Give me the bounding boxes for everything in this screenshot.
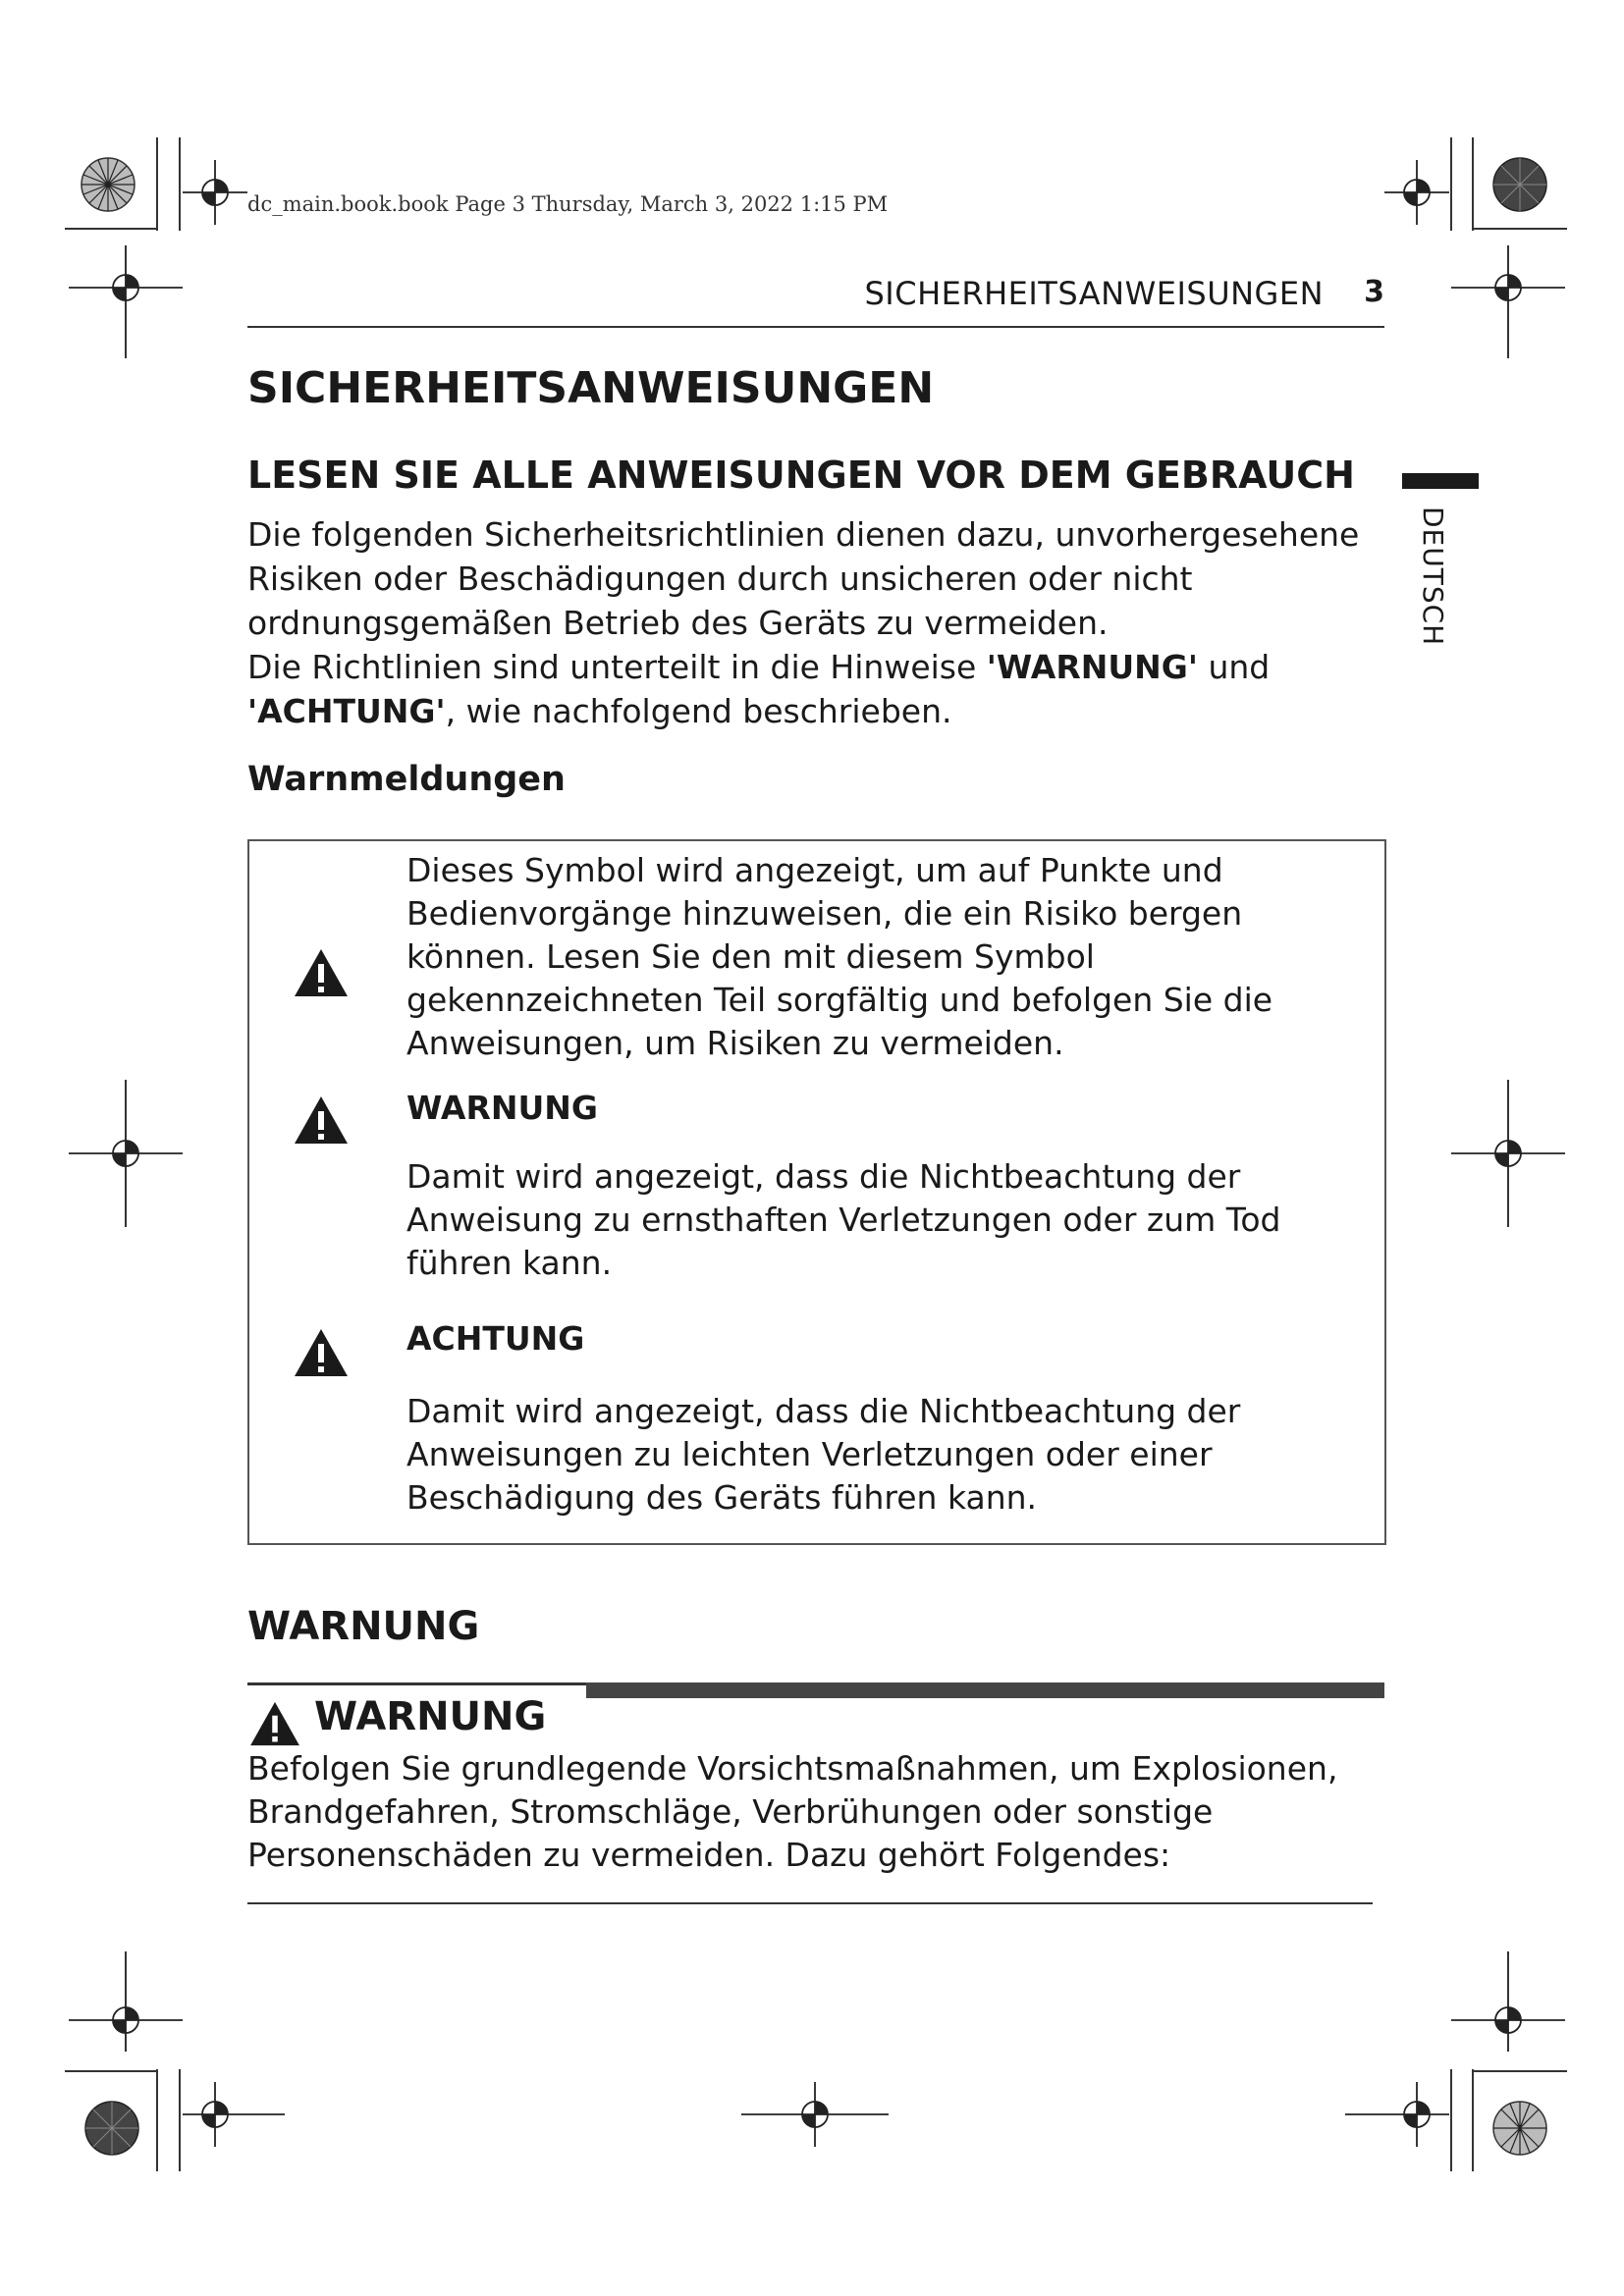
warning-banner-label: WARNUNG	[314, 1694, 547, 1739]
caution-triangle-icon	[293, 1327, 350, 1382]
running-header-title: SICHERHEITSANWEISUNGEN	[864, 275, 1324, 312]
warning-triangle-icon	[247, 1700, 302, 1751]
caution-description: Damit wird angezeigt, dass die Nichtbeachtung der Anweisungen zu leichten Verletzungen oder einer Beschädigung des Geräts führen kann.	[406, 1392, 1241, 1517]
page-number: 3	[1364, 275, 1384, 309]
print-slug: dc_main.book.book Page 3 Thursday, March 3, 2022 1:15 PM	[247, 192, 889, 216]
language-tab-bar	[1402, 473, 1479, 489]
intro-text	[247, 512, 1384, 733]
intro-text-run: , wie nachfolgend beschrieben.	[445, 692, 952, 730]
section-bottom-rule	[247, 1902, 1373, 1904]
running-header	[247, 273, 1384, 328]
warning-messages-box	[247, 839, 1386, 1545]
caution-label: ACHTUNG	[406, 1319, 585, 1358]
banner-thin-rule	[247, 1682, 586, 1685]
intro-paragraph-1: Die folgenden Sicherheitsrichtlinien dienen dazu, unvorhergesehene Risiken oder Beschädigungen durch unsicheren oder nicht ordnungsgemäßen Betrieb des Geräts zu vermeiden.	[247, 515, 1360, 642]
intro-paragraph-2	[247, 645, 1384, 733]
warning-term: 'WARNUNG'	[986, 648, 1198, 686]
intro-text-run: und	[1197, 648, 1271, 686]
language-tab-label: DEUTSCH	[1417, 507, 1449, 647]
section-heading-read: LESEN SIE ALLE ANWEISUNGEN VOR DEM GEBRAUCH	[247, 454, 1355, 497]
warning-body-text: Befolgen Sie grundlegende Vorsichtsmaßnahmen, um Explosionen, Brandgefahren, Stromschläge, Verbrühungen oder sonstige Personenschäden zu vermeiden. Dazu gehört Folgendes:	[247, 1749, 1338, 1874]
subheading-warning-messages: Warnmeldungen	[247, 760, 566, 799]
warning-description: Damit wird angezeigt, dass die Nichtbeachtung der Anweisung zu ernsthaften Verletzungen oder zum Tod führen kann.	[406, 1157, 1281, 1282]
page-title: SICHERHEITSANWEISUNGEN	[247, 363, 935, 413]
warning-triangle-icon	[293, 947, 350, 1002]
warning-label: WARNUNG	[406, 1089, 598, 1127]
section-heading-warning: WARNUNG	[247, 1604, 480, 1649]
warning-banner	[247, 1682, 1384, 1741]
warning-triangle-icon	[293, 1095, 350, 1149]
caution-term: 'ACHTUNG'	[247, 692, 446, 730]
intro-text-run: Die Richtlinien sind unterteilt in die Hinweise	[247, 648, 987, 686]
symbol-description: Dieses Symbol wird angezeigt, um auf Punkte und Bedienvorgänge hinzuweisen, die ein Risiko bergen können. Lesen Sie den mit diesem Symbol gekennzeichneten Teil sorgfältig und befolgen Sie die Anweisungen, um Risiken zu vermeiden.	[406, 851, 1273, 1062]
banner-thick-rule	[586, 1682, 1384, 1698]
